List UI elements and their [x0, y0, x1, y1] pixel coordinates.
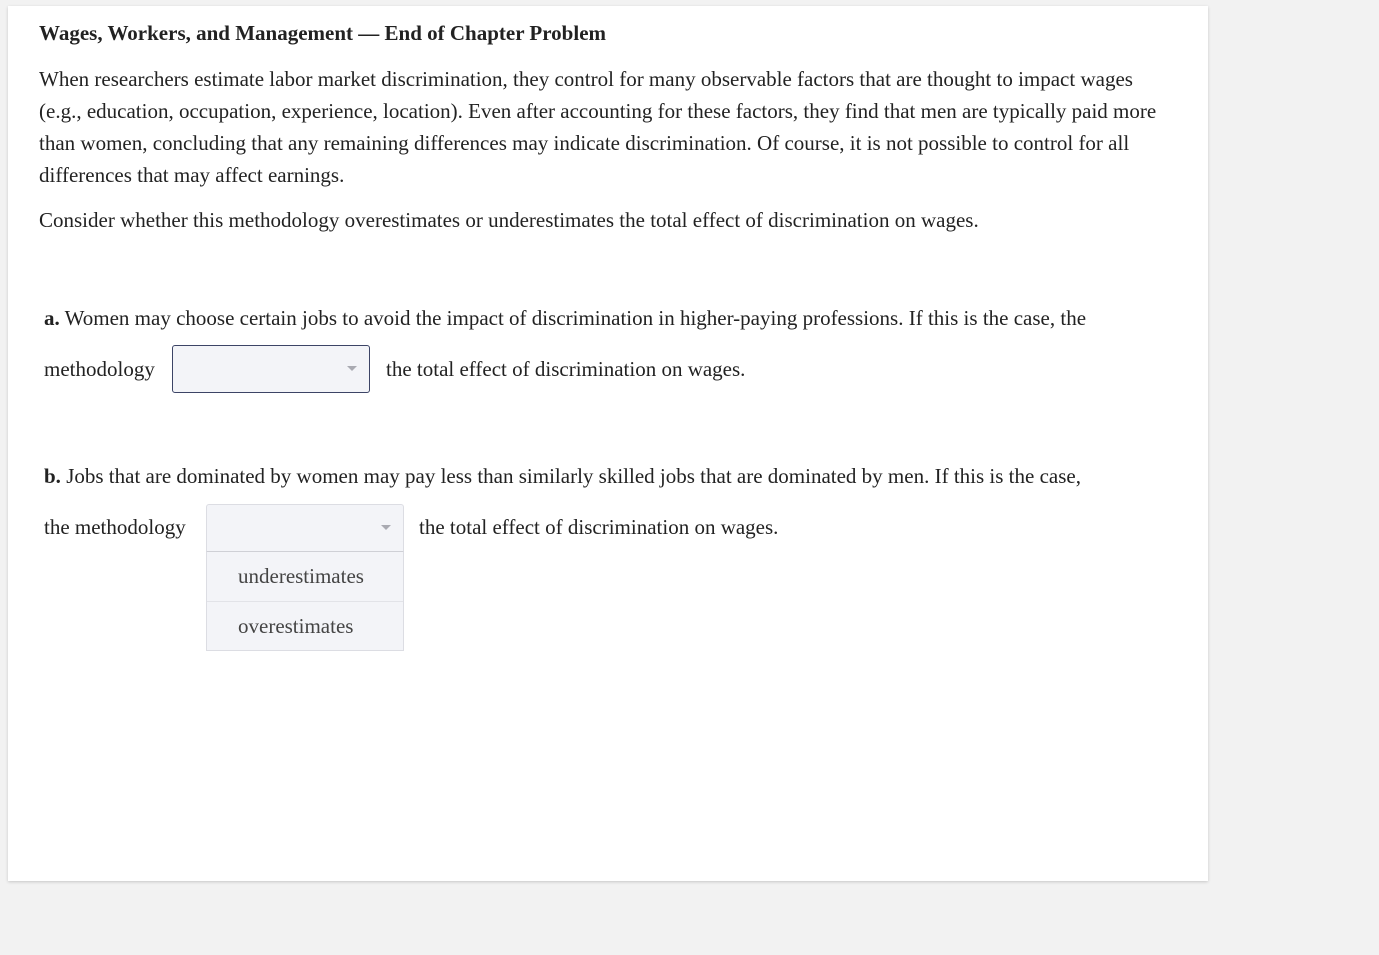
question-a-select[interactable] — [172, 345, 370, 393]
question-b-body: Jobs that are dominated by women may pay less than similarly skilled jobs that are dominated by men. If this is the case, — [60, 464, 1081, 488]
question-b-suffix: the total effect of discrimination on wages. — [419, 515, 779, 539]
question-b-prefix: the methodology — [44, 515, 186, 539]
option-overestimates[interactable]: overestimates — [207, 601, 403, 650]
question-b-text — [44, 460, 1081, 492]
page-title: Wages, Workers, and Management — End of Chapter Problem — [39, 21, 607, 45]
option-underestimates[interactable]: underestimates — [238, 564, 364, 588]
question-a-suffix: the total effect of discrimination on wages. — [386, 357, 746, 381]
consider-paragraph: Consider whether this methodology overestimates or underestimates the total effect of discrimination on wages. — [39, 208, 979, 232]
question-a-letter: a. — [44, 306, 60, 330]
question-a-body: Women may choose certain jobs to avoid the impact of discrimination in higher-paying professions. If this is the case, the — [59, 306, 1087, 330]
question-a-text — [44, 302, 1086, 334]
question-b-letter: b. — [44, 464, 61, 488]
chevron-down-icon — [347, 366, 357, 371]
chevron-down-icon — [381, 525, 391, 530]
question-a-prefix: methodology — [44, 357, 155, 381]
question-b-dropdown-menu — [206, 552, 404, 651]
intro-paragraph: When researchers estimate labor market discrimination, they control for many observable factors that are thought to impact wages (e.g., education, occupation, experience, location). Even after accounting for these factors, they find that men are typically paid more than women, concluding that any remaining differences may indicate discrimination. Of course, it is not possible to control for all differences that may affect earnings. — [39, 67, 1157, 187]
question-b-select[interactable] — [206, 504, 404, 552]
problem-card — [8, 6, 1208, 881]
